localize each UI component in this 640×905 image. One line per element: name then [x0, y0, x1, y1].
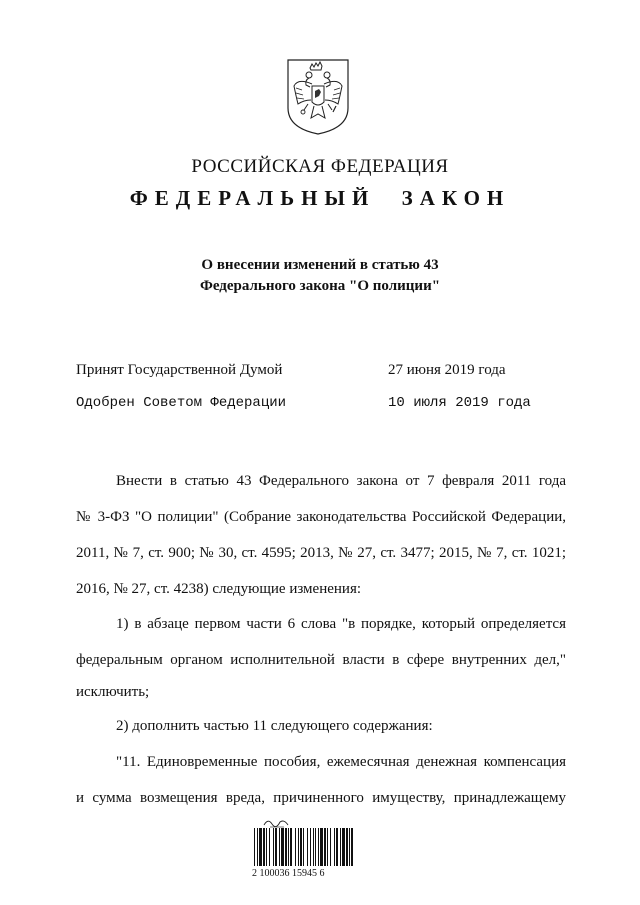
barcode-bar	[254, 828, 255, 866]
body-line: исключить;	[76, 684, 150, 700]
barcode-bar	[324, 828, 326, 866]
barcode-bar	[269, 828, 270, 866]
barcode-bar	[273, 828, 274, 866]
body-line: 2) дополнить частью 11 следующего содержания:	[116, 718, 433, 734]
body-line: 2011, № 7, ст. 900; № 30, ст. 4595; 2013, № 27, ст. 3477; 2015, № 7, ст. 1021;	[76, 545, 566, 561]
barcode-bar	[300, 828, 302, 866]
council-label: Одобрен Советом Федерации	[76, 395, 287, 411]
barcode-bar	[342, 828, 345, 866]
law-title-line-2: Федерального закона "О полиции"	[199, 278, 441, 294]
barcode-bar	[340, 828, 341, 866]
barcode-icon	[252, 828, 358, 866]
barcode-bar	[266, 828, 267, 866]
barcode-bar	[330, 828, 331, 866]
barcode-bar	[351, 828, 353, 866]
barcode-bar	[263, 828, 265, 866]
barcode-bar	[259, 828, 262, 866]
document-barcode	[252, 816, 362, 882]
barcode-bar	[336, 828, 338, 866]
body-line: "11. Единовременные пособия, ежемесячная денежная компенсация	[116, 754, 566, 770]
body-line: 2016, № 27, ст. 4238) следующие изменения:	[76, 581, 362, 597]
barcode-bar	[315, 828, 316, 866]
barcode-bar	[290, 828, 292, 866]
barcode-bar	[313, 828, 314, 866]
duma-label: Принят Государственной Думой	[76, 362, 283, 378]
barcode-bar	[318, 828, 319, 866]
country-heading: РОССИЙСКАЯ ФЕДЕРАЦИЯ	[191, 156, 449, 177]
barcode-bar	[320, 828, 323, 866]
barcode-bar	[327, 828, 328, 866]
law-title-line-1: О внесении изменений в статью 43	[201, 257, 439, 273]
barcode-bar	[334, 828, 335, 866]
barcode-number: 2 100036 15945 6	[252, 868, 325, 879]
barcode-bar	[285, 828, 287, 866]
body-line: федеральным органом исполнительной власти в сфере внутренних дел,"	[76, 652, 566, 668]
body-line: № 3-ФЗ "О полиции" (Собрание законодательства Российской Федерации,	[76, 509, 566, 525]
barcode-bar	[295, 828, 296, 866]
body-line: и сумма возмещения вреда, причиненного имуществу, принадлежащему	[76, 790, 566, 806]
coat-of-arms-icon	[284, 56, 352, 136]
barcode-bar	[298, 828, 299, 866]
barcode-bar	[346, 828, 348, 866]
barcode-bar	[281, 828, 284, 866]
barcode-bar	[307, 828, 308, 866]
barcode-bar	[303, 828, 304, 866]
barcode-bar	[257, 828, 258, 866]
duma-date: 27 июня 2019 года	[388, 362, 506, 378]
law-title	[0, 255, 640, 297]
barcode-bar	[349, 828, 350, 866]
barcode-bar	[279, 828, 280, 866]
barcode-bar	[288, 828, 289, 866]
barcode-bar	[310, 828, 311, 866]
barcode-bar	[275, 828, 277, 866]
body-line: 1) в абзаце первом части 6 слова "в порядке, который определяется	[116, 616, 566, 632]
law-type-heading: ФЕДЕРАЛЬНЫЙ ЗАКОН	[129, 186, 511, 210]
council-date: 10 июля 2019 года	[388, 395, 531, 411]
registration-mark-icon	[262, 816, 292, 828]
body-line: Внести в статью 43 Федерального закона от 7 февраля 2011 года	[116, 473, 566, 489]
